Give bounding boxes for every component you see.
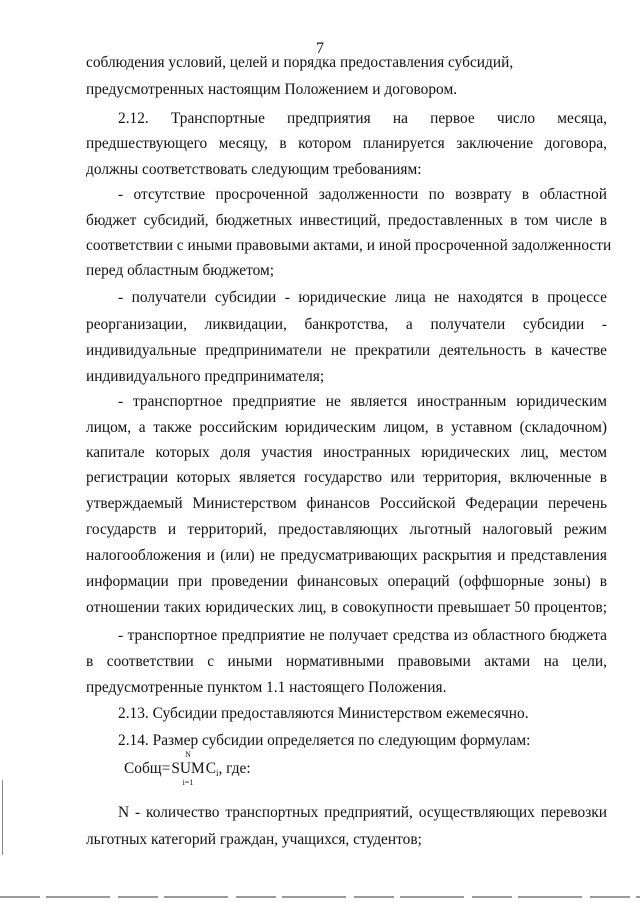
text-line: налогообложения и (или) не предусматривающих раскрытия и представления <box>86 547 607 564</box>
scan-bottom-edge <box>0 896 640 898</box>
text-line: 2.12. Транспортные предприятия на первое число месяца, <box>118 110 607 127</box>
text-line: N - количество транспортных предприятий, осуществляющих перевозки <box>118 804 607 821</box>
formula-equals: = <box>161 760 171 777</box>
text-line: предшествующего месяцу, в котором планируется заключение договора, <box>86 135 607 152</box>
text-line: государств и территорий, предоставляющих льготный налоговый режим <box>86 521 607 538</box>
formula-tail: , где: <box>218 760 251 777</box>
text-line: 2.14. Размер субсидии определяется по следующим формулам: <box>118 732 531 749</box>
text-line: отношении таких юридических лиц, в совокупности превышает 50 процентов; <box>86 599 607 616</box>
text-line: предусмотренных настоящим Положением и договором. <box>86 81 458 98</box>
text-line: индивидуального предпринимателя; <box>86 368 325 385</box>
scan-margin-line <box>2 780 3 855</box>
text-line: в соответствии с иными нормативными правовыми актами на цели, <box>86 653 607 670</box>
formula-sum <box>171 750 205 787</box>
text-line: - транспортное предприятие не получает средства из областного бюджета <box>118 627 607 644</box>
text-line: индивидуальные предприниматели не прекратили деятельность в качестве <box>86 342 607 359</box>
text-line: должны соответствовать следующим требованиям: <box>86 161 422 178</box>
text-line: соответствии с иными правовыми актами, и иной просроченной задолженности <box>86 237 612 254</box>
page-number: 7 <box>316 40 324 57</box>
text-line: - транспортное предприятие не является иностранным юридическим <box>118 393 607 410</box>
text-line: 2.13. Субсидии предоставляются Министерством ежемесячно. <box>118 705 529 722</box>
text-line: льготных категорий граждан, учащихся, студентов; <box>86 831 422 848</box>
text-line: капитале которых доля участия иностранных юридических лиц, местом <box>86 444 607 461</box>
subsidy-formula <box>124 750 251 790</box>
sum-operator: SUM <box>171 760 205 777</box>
formula-term: C <box>205 760 216 777</box>
text-line: лицом, а также российским юридическим лицом, в уставном (складочном) <box>86 419 607 436</box>
text-line: соблюдения условий, целей и порядка предоставления субсидий, <box>86 54 514 71</box>
sum-upper-limit: N <box>185 750 191 759</box>
text-line: перед областным бюджетом; <box>86 262 275 279</box>
text-line: - отсутствие просроченной задолженности по возврату в областной <box>118 186 607 203</box>
text-line: - получатели субсидии - юридические лица не находятся в процессе <box>118 289 607 306</box>
text-line: информации при проведении финансовых операций (оффшорные зоны) в <box>86 573 607 590</box>
text-line: регистрации которых является государство или территория, включенные в <box>86 469 607 486</box>
formula-term-subscript: i <box>215 768 219 778</box>
formula-lhs: Cобщ <box>124 760 162 777</box>
text-line: бюджет субсидий, бюджетных инвестиций, предоставленных в том числе в <box>86 212 607 229</box>
text-line: реорганизации, ликвидации, банкротства, а получатели субсидии - <box>86 316 607 333</box>
text-line: предусмотренные пунктом 1.1 настоящего Положения. <box>86 679 447 696</box>
sum-lower-limit: i=1 <box>182 778 194 787</box>
text-line: утверждаемый Министерством финансов Российской Федерации перечень <box>86 495 607 512</box>
